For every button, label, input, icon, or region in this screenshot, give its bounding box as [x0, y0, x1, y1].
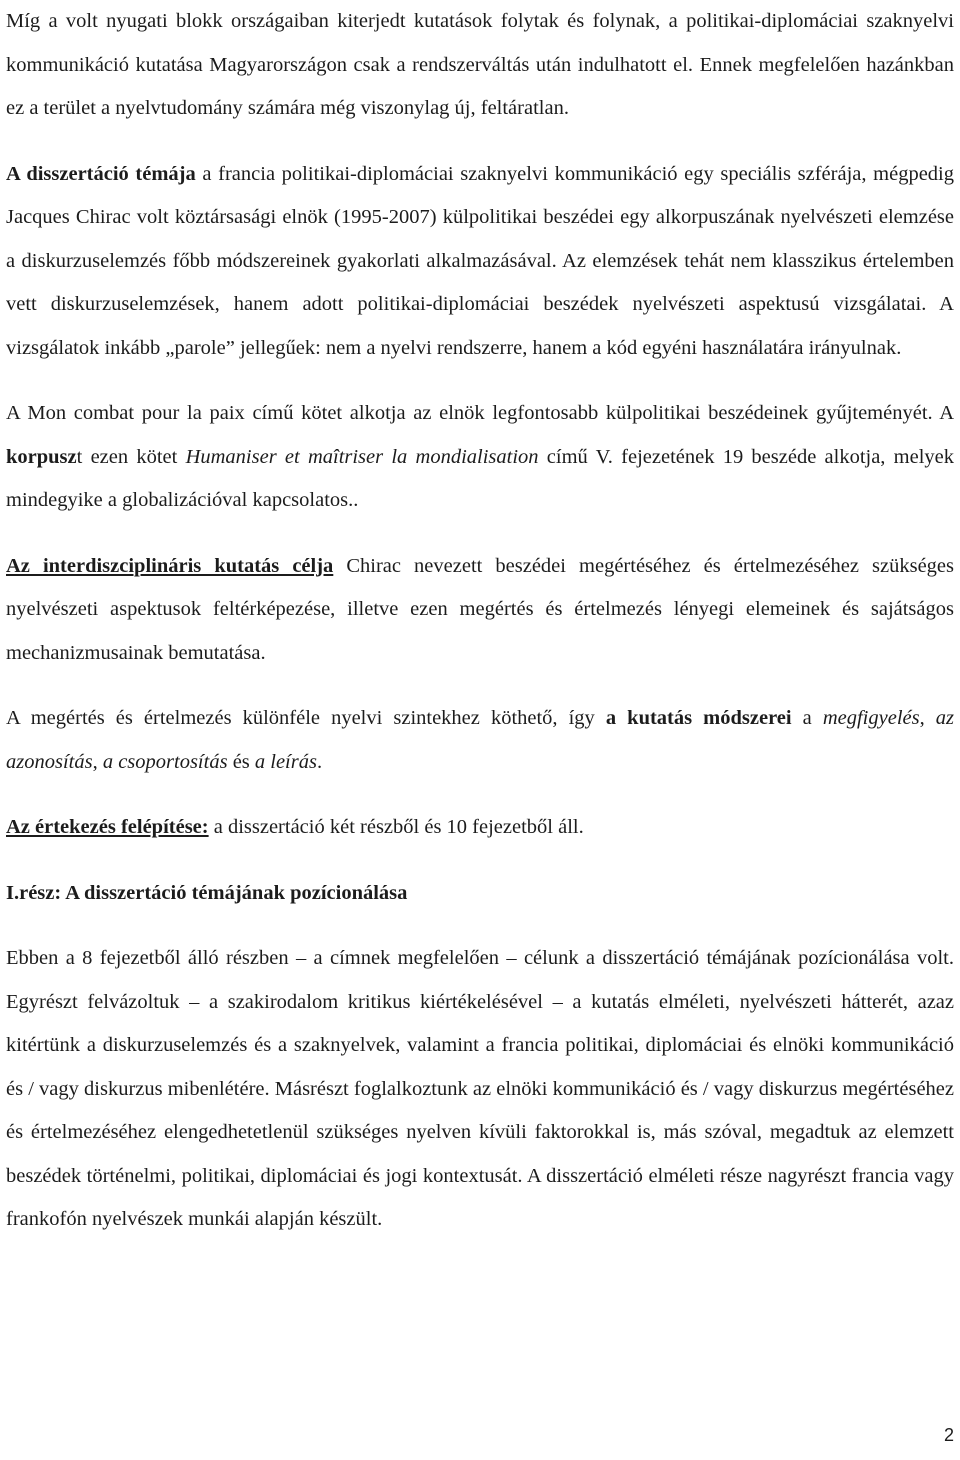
- methods-bold: a kutatás módszerei: [605, 707, 792, 729]
- paragraph-structure: [6, 806, 954, 850]
- corpus-text-1: A Mon combat pour la paix című kötet alkotja az elnök legfontosabb külpolitikai beszédeinek gyűjteményét. A: [6, 402, 954, 424]
- methods-text-4: ,: [92, 750, 103, 773]
- methods-text-6: .: [316, 750, 323, 773]
- methods-text-5: és: [227, 750, 255, 773]
- paragraph-intro: Míg a volt nyugati blokk országaiban kiterjedt kutatások folytak és folynak, a politikai-diplomáciai szaknyelvi kommunikáció kutatása Magyarországon csak a rendszerváltás után indulhatott el. Ennek megfelelően hazánkban ez a terület a nyelvtudomány számára még viszonylag új, feltáratlan.: [6, 10, 954, 119]
- paragraph-part-one: Ebben a 8 fejezetből álló részben – a címnek megfelelően – célunk a disszertáció témájának pozícionálása volt. Egyrészt felvázoltuk – a szakirodalom kritikus kiértékelésével – a kutatás elméleti, nyelvészeti hátterét, azaz kitértünk a diskurzuselemzés és a szaknyelvek, valamint a francia politikai, diplomáciai és elnöki kommunikáció és / vagy diskurzus mibenlétére. Másrészt foglalkoztunk az elnöki kommunikáció és / vagy diskurzus megértéséhez és értelmezéséhez elengedhetetlenül szükséges nyelven kívüli faktorokkal is, más szóval, megadtuk az elemzett beszédek történelmi, politikai, diplomáciai és jogi kontextusát. A disszertáció elméleti része nagyrészt francia vagy frankofón nyelvészek munkái alapján készült.: [6, 947, 954, 1230]
- corpus-text-3: című V. fejezetének 19 beszéde alkotja, melyek mindegyike a globalizációval kapcsolatos..: [6, 445, 955, 511]
- method-description: a leírás: [254, 750, 317, 773]
- document-page: [6, 0, 954, 1242]
- topic-heading-bold: A disszertáció témája: [6, 162, 196, 185]
- structure-heading-bold: Az értekezés felépítése:: [6, 816, 209, 838]
- structure-text: a disszertáció két részből és 10 fejezetből áll.: [208, 816, 584, 838]
- corpus-bold: korpusz: [6, 445, 77, 468]
- aim-heading-bold: Az interdiszciplináris kutatás célja: [6, 554, 334, 577]
- aim-text: Chirac nevezett beszédei megértéséhez és értelmezéséhez szükséges nyelvészeti aspektusok feltérképezése, illetve ezen megértés és értelmezés lényegi elemeinek és sajátságos mechanizmusainak bemutatása.: [6, 554, 954, 664]
- paragraph-corpus: [6, 392, 954, 523]
- methods-text-3: ,: [919, 707, 936, 729]
- method-identification: az azonosítás: [6, 707, 955, 773]
- corpus-text-2: t ezen kötet: [76, 445, 186, 468]
- methods-text-1: A megértés és értelmezés különféle nyelvi szintekhez köthető, így: [6, 707, 606, 729]
- section-heading-part-one: I.rész: A disszertáció témájának pozícionálása: [6, 881, 408, 904]
- method-grouping: a csoportosítás: [102, 750, 228, 773]
- book-title-italic: Humaniser et maîtriser la mondialisation: [185, 445, 539, 468]
- paragraph-topic: [6, 153, 954, 371]
- method-observation: megfigyelés: [822, 707, 920, 729]
- paragraph-aim: [6, 545, 954, 676]
- paragraph-methods: [6, 697, 954, 784]
- methods-text-2: a: [791, 707, 823, 729]
- topic-text: a francia politikai-diplomáciai szaknyelvi kommunikáció egy speciális szférája, mégpedig Jacques Chirac volt köztársasági elnök (1995-2007) külpolitikai beszédei egy alkorpuszának nyelvészeti elemzése a diskurzuselemzés főbb módszereinek gyakorlati alkalmazásával. Az elemzések tehát nem klasszikus értelemben vett diskurzuselemzések, hanem adott politikai-diplomáciai beszédek nyelvészeti aspektusú vizsgálatai. A vizsgálatok inkább „parole” jellegűek: nem a nyelvi rendszerre, hanem a kód egyéni használatára irányulnak.: [6, 162, 954, 359]
- page-number: 2: [943, 1425, 954, 1445]
